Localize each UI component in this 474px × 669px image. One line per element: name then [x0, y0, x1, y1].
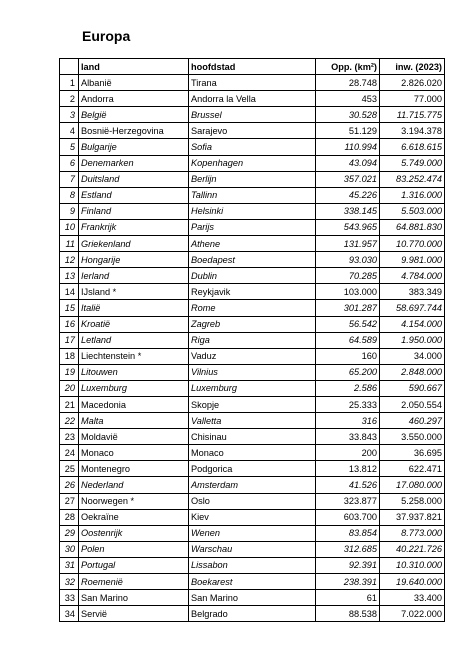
cell-hoofdstad: Sofia [189, 139, 316, 155]
table-row [60, 284, 445, 300]
cell-land: Kroatië [79, 316, 189, 332]
table-row [60, 461, 445, 477]
cell-oppervlakte: 301.287 [316, 300, 380, 316]
cell-land: België [79, 107, 189, 123]
cell-oppervlakte: 13.812 [316, 461, 380, 477]
table-row [60, 236, 445, 252]
cell-hoofdstad: Vilnius [189, 364, 316, 380]
cell-oppervlakte: 33.843 [316, 429, 380, 445]
cell-inwoners: 4.784.000 [380, 268, 445, 284]
cell-oppervlakte: 30.528 [316, 107, 380, 123]
table-row [60, 139, 445, 155]
cell-inwoners: 17.080.000 [380, 477, 445, 493]
cell-inwoners: 2.826.020 [380, 75, 445, 91]
cell-hoofdstad: Kiev [189, 509, 316, 525]
table-row [60, 332, 445, 348]
cell-oppervlakte: 43.094 [316, 155, 380, 171]
table-row [60, 171, 445, 187]
table-row [60, 606, 445, 622]
cell-hoofdstad: Kopenhagen [189, 155, 316, 171]
table-row [60, 364, 445, 380]
row-index: 5 [60, 139, 79, 155]
row-index: 19 [60, 364, 79, 380]
table-row [60, 123, 445, 139]
cell-inwoners: 1.316.000 [380, 187, 445, 203]
row-index: 6 [60, 155, 79, 171]
table-row [60, 525, 445, 541]
cell-inwoners: 3.194.378 [380, 123, 445, 139]
cell-land: Roemenië [79, 574, 189, 590]
row-index: 20 [60, 380, 79, 396]
cell-land: Litouwen [79, 364, 189, 380]
cell-oppervlakte: 64.589 [316, 332, 380, 348]
cell-hoofdstad: Wenen [189, 525, 316, 541]
table-row [60, 187, 445, 203]
cell-land: Denemarken [79, 155, 189, 171]
cell-oppervlakte: 93.030 [316, 252, 380, 268]
table-row [60, 574, 445, 590]
row-index: 28 [60, 509, 79, 525]
cell-land: Griekenland [79, 236, 189, 252]
table-row [60, 477, 445, 493]
table-header-row [60, 59, 445, 75]
row-index: 11 [60, 236, 79, 252]
cell-inwoners: 7.022.000 [380, 606, 445, 622]
cell-inwoners: 1.950.000 [380, 332, 445, 348]
row-index: 12 [60, 252, 79, 268]
cell-inwoners: 19.640.000 [380, 574, 445, 590]
cell-hoofdstad: Athene [189, 236, 316, 252]
cell-hoofdstad: Berlijn [189, 171, 316, 187]
header-oppervlakte: Opp. (km²) [316, 59, 380, 75]
cell-oppervlakte: 56.542 [316, 316, 380, 332]
cell-hoofdstad: Helsinki [189, 203, 316, 219]
cell-inwoners: 64.881.830 [380, 219, 445, 235]
cell-oppervlakte: 312.685 [316, 541, 380, 557]
cell-inwoners: 58.697.744 [380, 300, 445, 316]
countries-table [59, 58, 445, 622]
row-index: 34 [60, 606, 79, 622]
cell-inwoners: 10.770.000 [380, 236, 445, 252]
header-inwoners: inw. (2023) [380, 59, 445, 75]
cell-land: Hongarije [79, 252, 189, 268]
cell-hoofdstad: Warschau [189, 541, 316, 557]
cell-land: Servië [79, 606, 189, 622]
cell-hoofdstad: San Marino [189, 590, 316, 606]
table-row [60, 203, 445, 219]
cell-hoofdstad: Chisinau [189, 429, 316, 445]
table-row [60, 557, 445, 573]
cell-inwoners: 8.773.000 [380, 525, 445, 541]
table-row [60, 219, 445, 235]
cell-land: Albanië [79, 75, 189, 91]
cell-oppervlakte: 41.526 [316, 477, 380, 493]
cell-oppervlakte: 238.391 [316, 574, 380, 590]
cell-hoofdstad: Amsterdam [189, 477, 316, 493]
cell-oppervlakte: 2.586 [316, 380, 380, 396]
table-row [60, 509, 445, 525]
row-index: 21 [60, 396, 79, 412]
cell-hoofdstad: Monaco [189, 445, 316, 461]
cell-inwoners: 3.550.000 [380, 429, 445, 445]
cell-inwoners: 37.937.821 [380, 509, 445, 525]
cell-oppervlakte: 103.000 [316, 284, 380, 300]
cell-land: Finland [79, 203, 189, 219]
cell-land: Monaco [79, 445, 189, 461]
page-title: Europa [82, 28, 131, 44]
table-row [60, 252, 445, 268]
cell-oppervlakte: 131.957 [316, 236, 380, 252]
cell-land: IJsland * [79, 284, 189, 300]
cell-land: Portugal [79, 557, 189, 573]
cell-hoofdstad: Brussel [189, 107, 316, 123]
row-index: 17 [60, 332, 79, 348]
table-row [60, 155, 445, 171]
cell-land: Estland [79, 187, 189, 203]
cell-oppervlakte: 45.226 [316, 187, 380, 203]
table-row [60, 413, 445, 429]
row-index: 15 [60, 300, 79, 316]
header-land: land [79, 59, 189, 75]
cell-oppervlakte: 51.129 [316, 123, 380, 139]
table-row [60, 75, 445, 91]
cell-land: Luxemburg [79, 380, 189, 396]
cell-land: San Marino [79, 590, 189, 606]
cell-hoofdstad: Vaduz [189, 348, 316, 364]
cell-hoofdstad: Reykjavik [189, 284, 316, 300]
cell-land: Moldavië [79, 429, 189, 445]
table-row [60, 107, 445, 123]
cell-land: Andorra [79, 91, 189, 107]
cell-inwoners: 5.258.000 [380, 493, 445, 509]
cell-land: Frankrijk [79, 219, 189, 235]
cell-hoofdstad: Podgorica [189, 461, 316, 477]
row-index: 14 [60, 284, 79, 300]
cell-inwoners: 5.503.000 [380, 203, 445, 219]
cell-inwoners: 10.310.000 [380, 557, 445, 573]
row-index: 1 [60, 75, 79, 91]
header-hoofdstad: hoofdstad [189, 59, 316, 75]
table-row [60, 300, 445, 316]
table-row [60, 493, 445, 509]
cell-oppervlakte: 25.333 [316, 396, 380, 412]
cell-hoofdstad: Oslo [189, 493, 316, 509]
table-row [60, 396, 445, 412]
cell-inwoners: 9.981.000 [380, 252, 445, 268]
table-row [60, 268, 445, 284]
cell-inwoners: 40.221.726 [380, 541, 445, 557]
row-index: 2 [60, 91, 79, 107]
row-index: 7 [60, 171, 79, 187]
header-index [60, 59, 79, 75]
cell-hoofdstad: Dublin [189, 268, 316, 284]
table-body [60, 75, 445, 622]
cell-hoofdstad: Belgrado [189, 606, 316, 622]
row-index: 22 [60, 413, 79, 429]
table-row [60, 590, 445, 606]
cell-hoofdstad: Sarajevo [189, 123, 316, 139]
table-row [60, 429, 445, 445]
row-index: 8 [60, 187, 79, 203]
cell-hoofdstad: Boekarest [189, 574, 316, 590]
row-index: 32 [60, 574, 79, 590]
cell-hoofdstad: Skopje [189, 396, 316, 412]
cell-inwoners: 34.000 [380, 348, 445, 364]
cell-hoofdstad: Tirana [189, 75, 316, 91]
cell-inwoners: 33.400 [380, 590, 445, 606]
cell-oppervlakte: 70.285 [316, 268, 380, 284]
cell-land: Montenegro [79, 461, 189, 477]
row-index: 3 [60, 107, 79, 123]
cell-oppervlakte: 160 [316, 348, 380, 364]
cell-inwoners: 622.471 [380, 461, 445, 477]
cell-oppervlakte: 88.538 [316, 606, 380, 622]
cell-inwoners: 460.297 [380, 413, 445, 429]
cell-oppervlakte: 61 [316, 590, 380, 606]
table-row [60, 348, 445, 364]
cell-inwoners: 2.050.554 [380, 396, 445, 412]
cell-inwoners: 11.715.775 [380, 107, 445, 123]
cell-oppervlakte: 200 [316, 445, 380, 461]
table-row [60, 541, 445, 557]
cell-hoofdstad: Valletta [189, 413, 316, 429]
cell-oppervlakte: 110.994 [316, 139, 380, 155]
cell-land: Ierland [79, 268, 189, 284]
row-index: 23 [60, 429, 79, 445]
cell-hoofdstad: Rome [189, 300, 316, 316]
row-index: 29 [60, 525, 79, 541]
cell-hoofdstad: Luxemburg [189, 380, 316, 396]
cell-hoofdstad: Zagreb [189, 316, 316, 332]
cell-oppervlakte: 338.145 [316, 203, 380, 219]
row-index: 27 [60, 493, 79, 509]
row-index: 33 [60, 590, 79, 606]
table-row [60, 316, 445, 332]
row-index: 4 [60, 123, 79, 139]
cell-inwoners: 383.349 [380, 284, 445, 300]
cell-hoofdstad: Parijs [189, 219, 316, 235]
cell-oppervlakte: 357.021 [316, 171, 380, 187]
cell-inwoners: 590.667 [380, 380, 445, 396]
cell-oppervlakte: 543.965 [316, 219, 380, 235]
cell-hoofdstad: Andorra la Vella [189, 91, 316, 107]
table-row [60, 380, 445, 396]
cell-oppervlakte: 316 [316, 413, 380, 429]
cell-land: Duitsland [79, 171, 189, 187]
row-index: 30 [60, 541, 79, 557]
cell-land: Liechtenstein * [79, 348, 189, 364]
cell-hoofdstad: Riga [189, 332, 316, 348]
cell-oppervlakte: 83.854 [316, 525, 380, 541]
row-index: 9 [60, 203, 79, 219]
cell-land: Nederland [79, 477, 189, 493]
cell-land: Oekraïne [79, 509, 189, 525]
cell-inwoners: 77.000 [380, 91, 445, 107]
cell-inwoners: 5.749.000 [380, 155, 445, 171]
table-row [60, 445, 445, 461]
cell-oppervlakte: 453 [316, 91, 380, 107]
cell-oppervlakte: 603.700 [316, 509, 380, 525]
cell-land: Macedonia [79, 396, 189, 412]
cell-inwoners: 6.618.615 [380, 139, 445, 155]
cell-oppervlakte: 92.391 [316, 557, 380, 573]
row-index: 31 [60, 557, 79, 573]
cell-land: Italië [79, 300, 189, 316]
row-index: 25 [60, 461, 79, 477]
cell-land: Malta [79, 413, 189, 429]
row-index: 26 [60, 477, 79, 493]
cell-inwoners: 2.848.000 [380, 364, 445, 380]
row-index: 16 [60, 316, 79, 332]
cell-inwoners: 36.695 [380, 445, 445, 461]
cell-land: Oostenrijk [79, 525, 189, 541]
row-index: 18 [60, 348, 79, 364]
cell-land: Noorwegen * [79, 493, 189, 509]
cell-hoofdstad: Lissabon [189, 557, 316, 573]
row-index: 13 [60, 268, 79, 284]
row-index: 10 [60, 219, 79, 235]
row-index: 24 [60, 445, 79, 461]
cell-inwoners: 83.252.474 [380, 171, 445, 187]
cell-land: Bulgarije [79, 139, 189, 155]
table-row [60, 91, 445, 107]
cell-oppervlakte: 65.200 [316, 364, 380, 380]
cell-oppervlakte: 28.748 [316, 75, 380, 91]
cell-hoofdstad: Boedapest [189, 252, 316, 268]
cell-land: Letland [79, 332, 189, 348]
cell-land: Bosnië-Herzegovina [79, 123, 189, 139]
cell-land: Polen [79, 541, 189, 557]
cell-hoofdstad: Tallinn [189, 187, 316, 203]
cell-inwoners: 4.154.000 [380, 316, 445, 332]
cell-oppervlakte: 323.877 [316, 493, 380, 509]
